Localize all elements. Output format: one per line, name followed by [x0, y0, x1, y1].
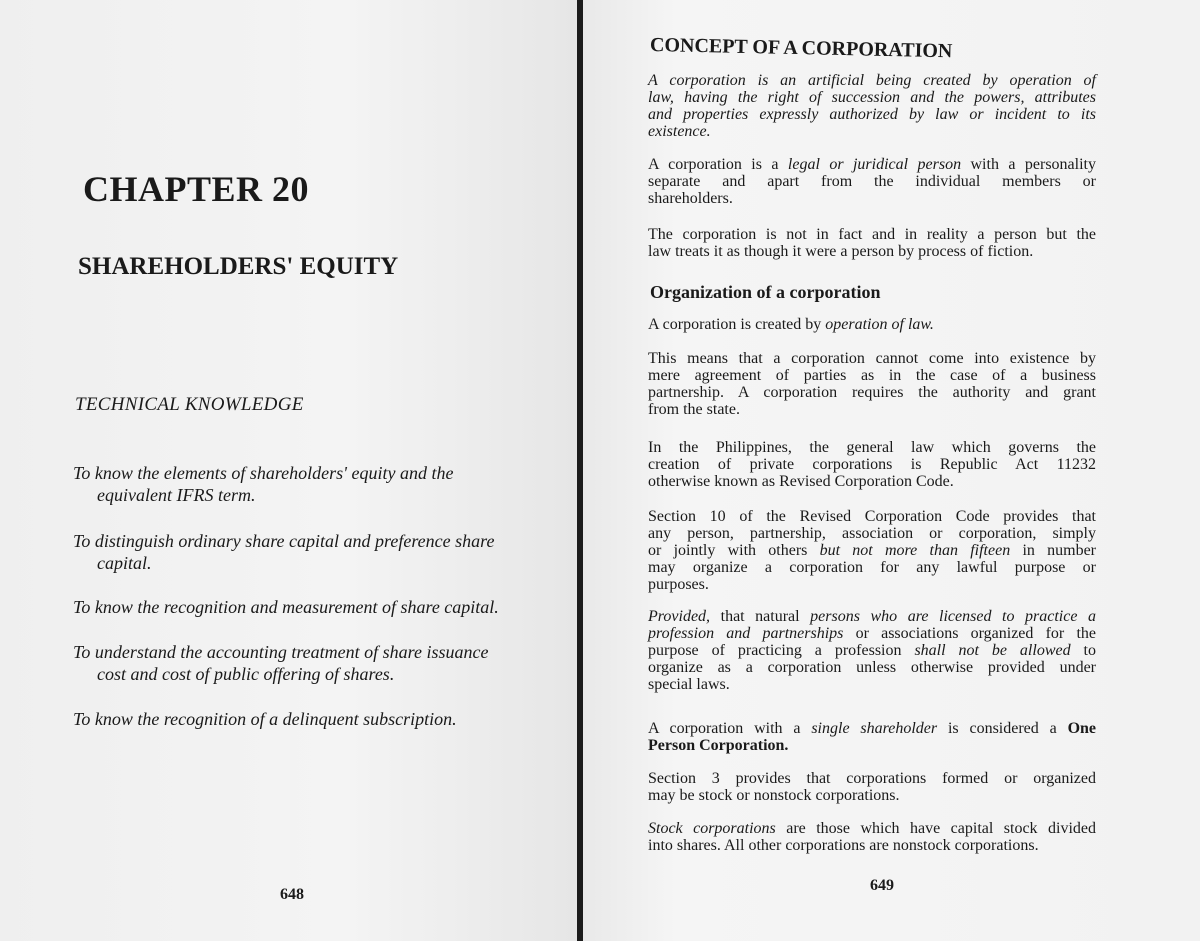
paragraph — [648, 720, 1096, 754]
objective-line: To distinguish ordinary share capital and preference share — [73, 531, 495, 551]
text: In the Philippines, the general law which governs the — [648, 439, 1096, 456]
text: separate and apart from the individual members or — [648, 173, 1096, 190]
italic-text: legal or juridical person — [787, 156, 962, 173]
paragraph-line — [648, 676, 1096, 693]
objective — [73, 708, 549, 730]
text: or jointly with others — [648, 542, 820, 559]
text: partnership. A corporation requires the authority and grant — [648, 384, 1096, 401]
paragraph — [648, 508, 1096, 593]
text: is considered a — [937, 720, 1068, 737]
paragraph-line — [648, 439, 1096, 456]
paragraph-line — [648, 384, 1096, 401]
italic-text: shall not be allowed — [914, 642, 1071, 659]
text: creation of private corporations is Republic Act 11232 — [648, 456, 1096, 473]
objective-line: equivalent IFRS term. — [97, 485, 256, 505]
paragraph-line — [648, 401, 1096, 418]
text: are those which have capital stock divided — [775, 820, 1096, 837]
italic-text: Stock corporations — [648, 820, 776, 837]
text: mere agreement of parties as in the case of a business — [648, 367, 1096, 384]
italic-text: but not more than fifteen — [819, 542, 1011, 559]
text: organize as a corporation unless otherwise provided under — [648, 659, 1096, 676]
text: may be stock or nonstock corporations. — [648, 787, 900, 804]
objective-line: To know the recognition of a delinquent subscription. — [73, 709, 457, 729]
text: A corporation is a — [648, 156, 788, 173]
page-number-right: 649 — [870, 877, 894, 894]
objective-line: cost and cost of public offering of shares. — [97, 664, 395, 684]
italic-text: single shareholder — [811, 720, 938, 737]
paragraph — [648, 608, 1096, 693]
paragraph-line — [648, 820, 1096, 837]
section-heading: TECHNICAL KNOWLEDGE — [75, 394, 304, 415]
paragraph-line — [648, 190, 1096, 207]
text: into shares. All other corporations are nonstock corporations. — [648, 837, 1039, 854]
text: with a personality — [961, 156, 1096, 173]
paragraph-line — [648, 542, 1096, 559]
paragraph-line — [648, 770, 1096, 787]
text: any person, partnership, association or corporation, simply — [648, 525, 1096, 542]
paragraph — [648, 820, 1096, 854]
paragraph-line — [648, 473, 1096, 490]
italic-text: A corporation is an artificial being created by operation of — [648, 72, 1096, 89]
paragraph-line — [648, 559, 1096, 576]
paragraph-line — [648, 642, 1096, 659]
text: from the state. — [648, 401, 740, 418]
text: shareholders. — [648, 190, 733, 207]
paragraph-line — [648, 89, 1096, 106]
paragraph — [648, 770, 1096, 804]
bold-text: Person Corporation. — [648, 737, 789, 754]
paragraph-line — [648, 456, 1096, 473]
book-spine — [577, 0, 583, 941]
paragraph-line — [648, 787, 1096, 804]
objective — [73, 596, 549, 618]
text: purposes. — [648, 576, 709, 593]
objective — [73, 641, 549, 685]
chapter-title: SHAREHOLDERS' EQUITY — [78, 253, 399, 280]
objective-line: To understand the accounting treatment of share issuance — [73, 642, 489, 662]
paragraph-line — [648, 525, 1096, 542]
italic-text: profession and partnerships — [648, 625, 844, 642]
text: may organize a corporation for any lawful purpose or — [648, 559, 1096, 576]
objective — [73, 530, 549, 574]
text: in number — [1010, 542, 1097, 559]
paragraph-line — [648, 123, 1096, 140]
chapter-number: CHAPTER 20 — [83, 169, 310, 209]
text: This means that a corporation cannot come into existence by — [648, 350, 1096, 367]
paragraph-line — [648, 106, 1096, 123]
paragraph-line — [648, 243, 1096, 260]
text: to — [1070, 642, 1096, 659]
page-number-left: 648 — [280, 886, 304, 903]
paragraph-line — [648, 367, 1096, 384]
text: or associations organized for the — [843, 625, 1096, 642]
paragraph-line — [648, 72, 1096, 89]
paragraph-line — [648, 173, 1096, 190]
italic-text: law, having the right of succession and the powers, attributes — [648, 89, 1096, 106]
objective-line: capital. — [97, 553, 152, 573]
text: special laws. — [648, 676, 730, 693]
text: A corporation with a — [648, 720, 812, 737]
objective-line: To know the recognition and measurement of share capital. — [73, 597, 499, 617]
paragraph-line — [648, 659, 1096, 676]
paragraph-line — [648, 226, 1096, 243]
italic-text: operation of law. — [825, 316, 934, 333]
paragraph-line — [648, 837, 1096, 854]
subheading: Organization of a corporation — [650, 282, 881, 302]
paragraph — [648, 439, 1096, 490]
paragraph — [648, 350, 1096, 418]
paragraph-line — [648, 350, 1096, 367]
paragraph — [648, 316, 1096, 333]
bold-text: One — [1067, 720, 1097, 737]
italic-text: Provided, — [648, 608, 711, 625]
paragraph-line — [648, 608, 1096, 625]
objective — [73, 462, 549, 506]
text: that natural — [710, 608, 811, 625]
paragraph-line — [648, 508, 1096, 525]
italic-text: persons who are licensed to practice a — [810, 608, 1096, 625]
paragraph-line — [648, 576, 1096, 593]
paragraph-line — [648, 737, 1096, 754]
paragraph-line — [648, 316, 1096, 333]
text: otherwise known as Revised Corporation Code. — [648, 473, 954, 490]
paragraph-line — [648, 625, 1096, 642]
objective-line: To know the elements of shareholders' equity and the — [73, 463, 454, 483]
paragraph — [648, 72, 1096, 140]
paragraph-line — [648, 720, 1096, 737]
paragraph — [648, 226, 1096, 260]
section-title: CONCEPT OF A CORPORATION — [649, 34, 953, 63]
text: The corporation is not in fact and in reality a person but the — [648, 226, 1096, 243]
text: A corporation is created by — [648, 316, 826, 333]
text: purpose of practicing a profession — [648, 642, 915, 659]
text: Section 3 provides that corporations formed or organized — [648, 770, 1096, 787]
italic-text: and properties expressly authorized by law or incident to its — [648, 106, 1096, 123]
text: law treats it as though it were a person by process of fiction. — [648, 243, 1034, 260]
text: Section 10 of the Revised Corporation Code provides that — [648, 508, 1096, 525]
paragraph-line — [648, 156, 1096, 173]
paragraph — [648, 156, 1096, 207]
italic-text: existence. — [648, 123, 711, 140]
